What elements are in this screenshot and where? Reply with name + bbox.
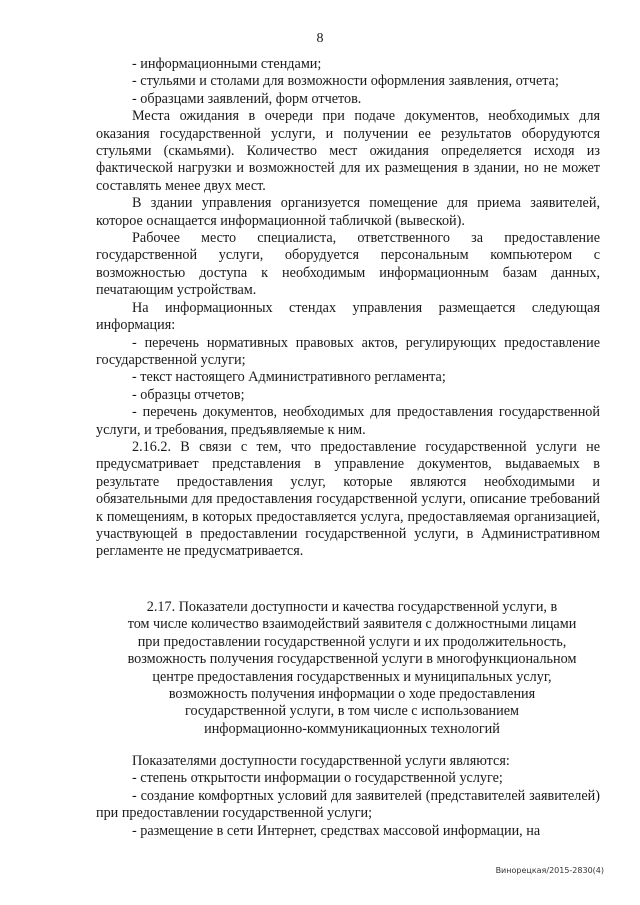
list-item: - образцами заявлений, форм отчетов. <box>132 90 362 107</box>
heading-line: центре предоставления государственных и муниципальных услуг, <box>152 668 552 685</box>
page-number: 8 <box>316 31 324 46</box>
heading-line: государственной услуги, в том числе с использованием <box>185 703 519 720</box>
list-item: - образцы отчетов; <box>132 386 245 403</box>
paragraph-2-16-2: 2.16.2. В связи с тем, что предоставление государственной услуги не предусматривает представления в управление документов, выдаваемых в результате предоставления услуг, которые являются необходимыми и обязательными для предоставления государственной услуги, описание требований к помещениям, в которых предоставляется услуга, предоставляемая организацией, участвующей в предоставлении государственной услуги, в Административном регламенте не предусматривается. <box>96 438 600 560</box>
heading-line: информационно-коммуникационных технологий <box>204 720 500 737</box>
heading-line: 2.17. Показатели доступности и качества государственной услуги, в <box>146 599 558 615</box>
list-item: - степень открытости информации о государственной услуге; <box>132 770 503 787</box>
list-item: - текст настоящего Административного регламента; <box>132 369 446 386</box>
document-code: Винорецкая/2015-2830(4) <box>495 866 604 875</box>
body-text <box>96 56 600 561</box>
heading-line: возможность получения государственной услуги в многофункциональном <box>127 651 577 668</box>
section-heading-2-17 <box>103 599 601 738</box>
accessibility-indicators-text <box>96 753 600 840</box>
list-item: - размещение в сети Интернет, средствах массовой информации, на <box>132 822 541 839</box>
list-item: - информационными стендами; <box>132 56 322 72</box>
heading-line: том числе количество взаимодействий заявителя с должностными лицами <box>127 616 577 633</box>
paragraph-reception-room: В здании управления организуется помещение для приема заявителей, которое оснащается информационной табличкой (вывеской). <box>96 195 600 229</box>
paragraph-waiting-areas: Места ожидания в очереди при подаче документов, необходимых для оказания государственной услуги, и получении ее результатов оборудуются стульями (скамьями). Количество мест ожидания определяется исходя из фактической нагрузки и возможностей для их размещения в здании, но не может составлять менее двух мест. <box>96 108 600 194</box>
list-item: - перечень нормативных правовых актов, регулирующих предоставление государственной услуги; <box>96 334 600 368</box>
list-item: - стульями и столами для возможности оформления заявления, отчета; <box>132 73 559 90</box>
paragraph-workplace: Рабочее место специалиста, ответственного за предоставление государственной услуги, оборудуется персональным компьютером с возможностью доступа к необходимым информационным базам данных, печатающим устройствам. <box>96 230 600 299</box>
list-item: - создание комфортных условий для заявителей (представителей заявителей) при предоставлении государственной услуги; <box>96 787 600 822</box>
heading-line: возможность получения информации о ходе предоставления <box>168 686 536 703</box>
list-item: - перечень документов, необходимых для предоставления государственной услуги, и требования, предъявляемые к ним. <box>96 404 600 438</box>
heading-line: при предоставлении государственной услуги и их продолжительность, <box>137 633 567 650</box>
paragraph-indicators-intro: Показателями доступности государственной услуги являются: <box>132 753 510 769</box>
paragraph-info-stands: На информационных стендах управления размещается следующая информация: <box>96 299 600 334</box>
